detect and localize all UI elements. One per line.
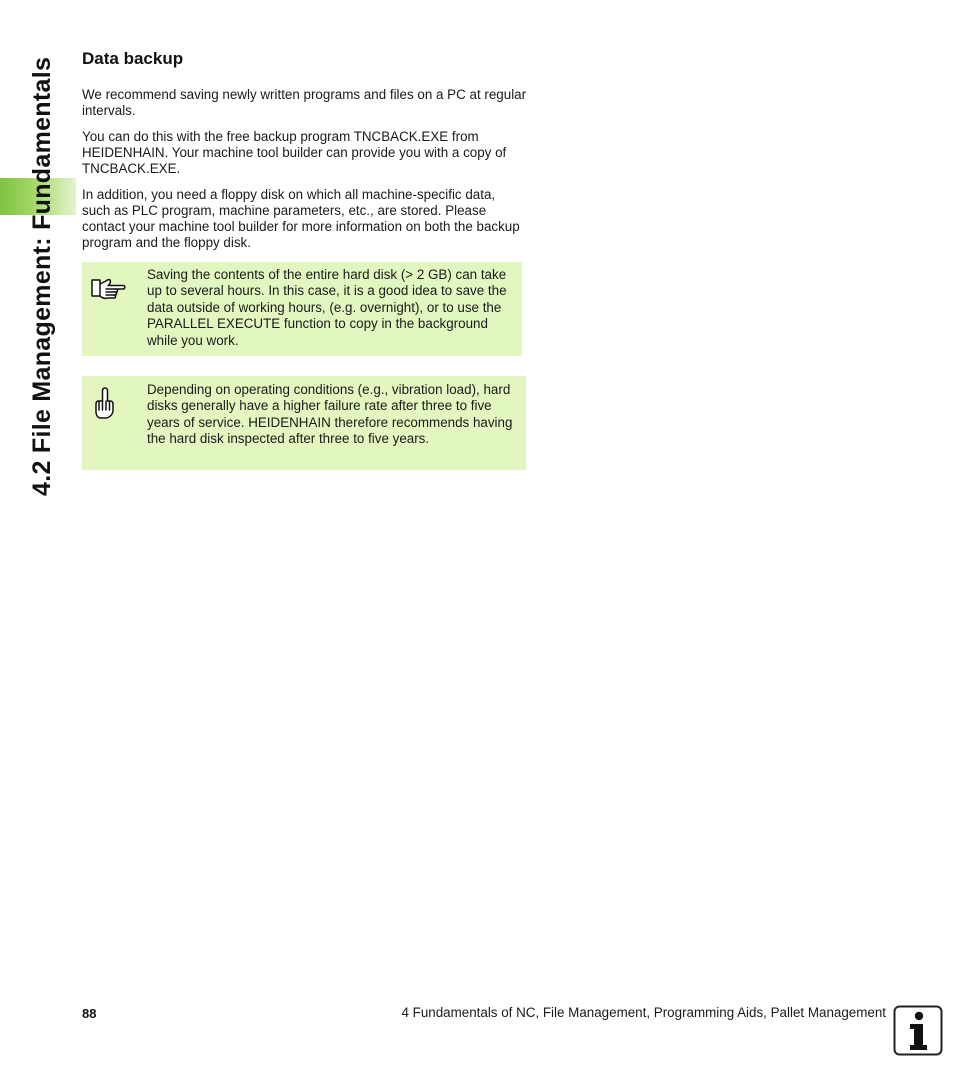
chapter-title-footer: 4 Fundamentals of NC, File Management, Programming Aids, Pallet Management: [401, 1005, 886, 1020]
pointing-hand-icon: [88, 270, 128, 302]
section-heading: Data backup: [82, 49, 184, 68]
note-text-hard-disk-inspection: Depending on operating conditions (e.g., vibration load), hard disks generally have a higher failure rate after three to five years of service. HEIDENHAIN therefore recommends having the hard disk inspected after three to five years.: [147, 382, 513, 447]
page-number: 88: [82, 1006, 97, 1021]
note-text-hard-disk-backup: Saving the contents of the entire hard disk (> 2 GB) can take up to several hours. In this case, it is a good idea to save the data outside of working hours, (e.g. overnight), or to use the PARALLEL EXECUTE function to copy in the background while you work.: [147, 267, 507, 348]
info-icon: [893, 1005, 943, 1056]
paragraph-recommend-saving: We recommend saving newly written programs and files on a PC at regular intervals.: [82, 87, 527, 118]
section-title-vertical: 4.2 File Management: Fundamentals: [28, 56, 56, 496]
raised-finger-warning-icon: [88, 386, 128, 418]
paragraph-backup-program: You can do this with the free backup program TNCBACK.EXE from HEIDENHAIN. Your machine tool builder can provide you with a copy of TNCBACK.EXE.: [82, 129, 507, 176]
paragraph-floppy-disk: In addition, you need a floppy disk on which all machine-specific data, such as PLC program, machine parameters, etc., are stored. Please contact your machine tool builder for more information on both the backup program and the floppy disk.: [82, 187, 520, 250]
note-box-hard-disk-backup: [82, 262, 522, 356]
note-box-hard-disk-inspection: [82, 376, 526, 470]
